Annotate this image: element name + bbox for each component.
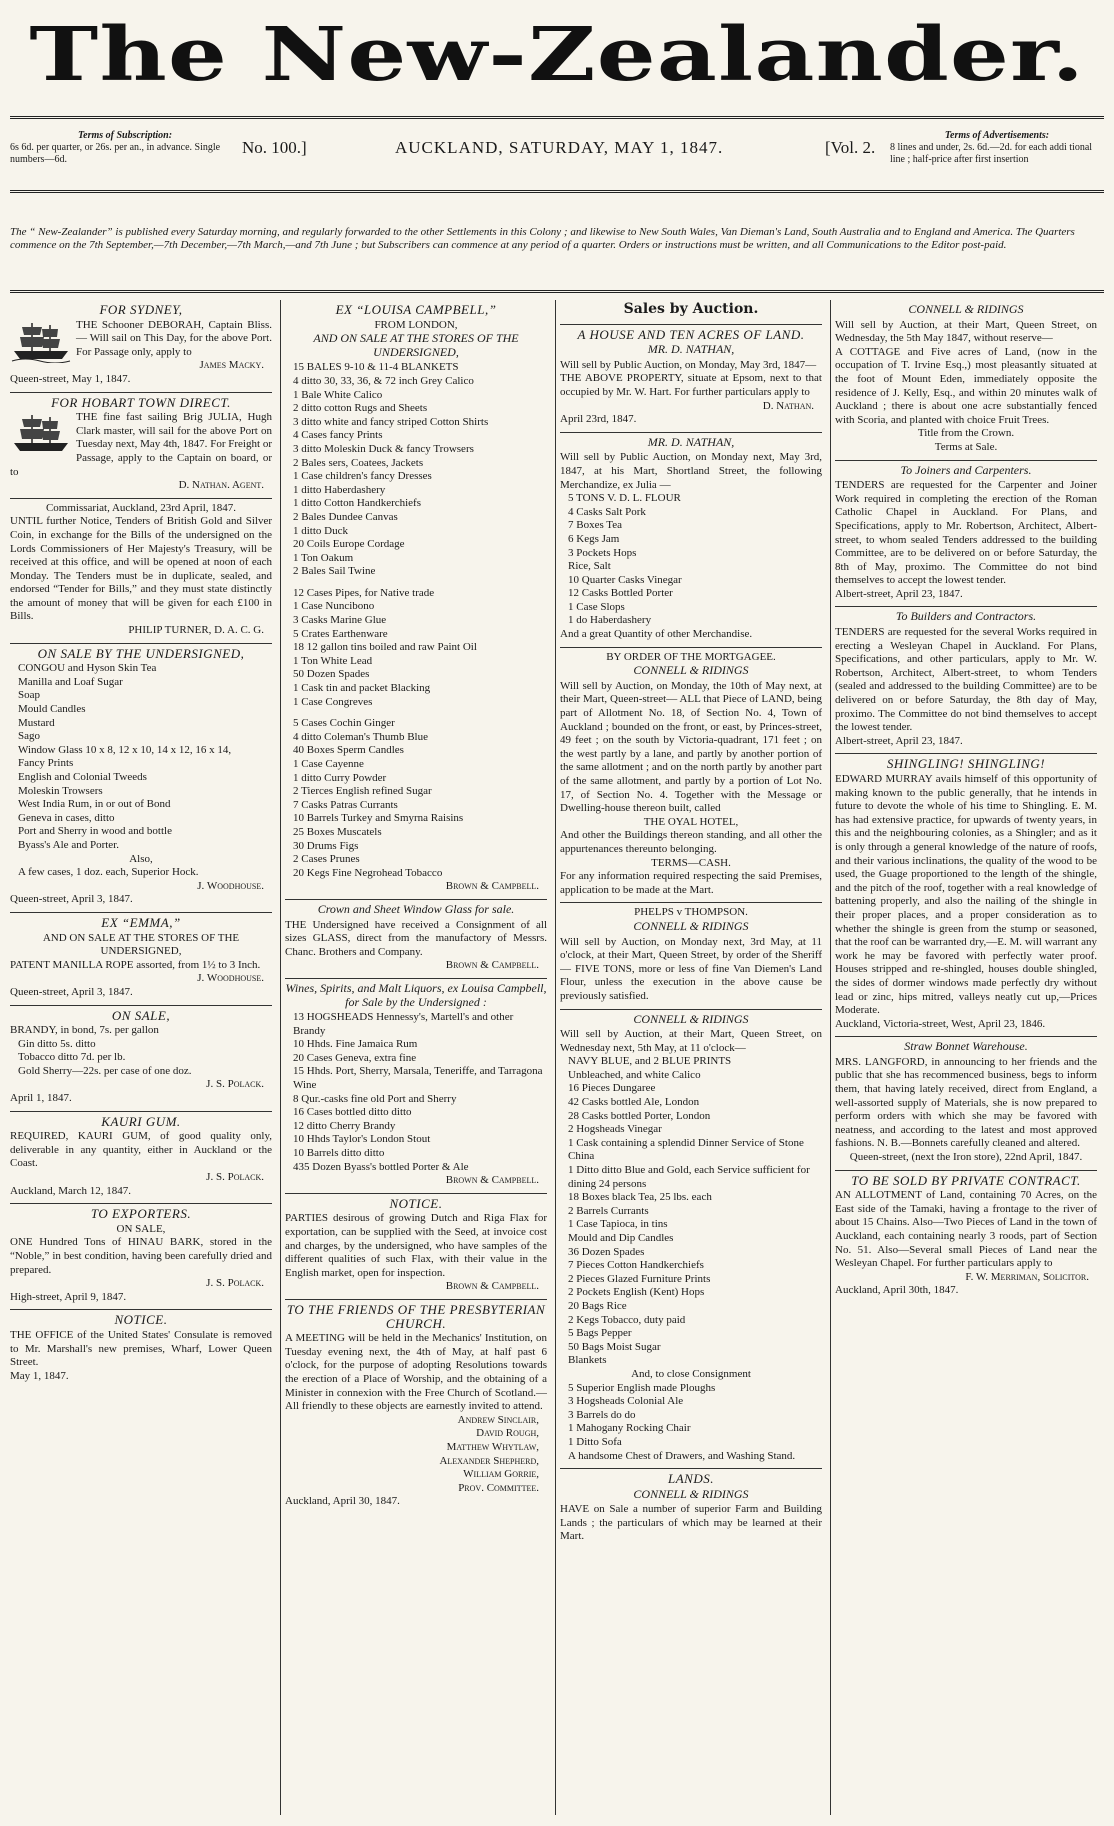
masthead-rule [10,116,1104,119]
dateline-rule [10,190,1104,193]
goods-list: 15 BALES 9-10 & 11-4 BLANKETS 4 ditto 30, 33, 36, & 72 inch Grey Calico 1 Bale White Calico 2 ditto cotton Rugs and Sheets 3 ditto white and fancy striped Cotton Shirts 4 Cases fancy Prints 3 ditto Moleskin Duck & fancy Trowsers 2 Bales sers, Coatees, Jackets 1 Case children's fancy Dresses 1 ditto Haberdashery 1 ditto Cotton Handkerchiefs 2 Bales Dundee Canvas 1 ditto Duck 20 Coils Europe Cordage 1 Ton Oakum 2 Bales Sail Twine 12 Cases Pipes, for Native trade 1 Case Nuncibono 3 Casks Marine Glue 5 Crates Earthenware 18 12 gallon tins boiled and raw Paint Oil 1 Ton White Lead 50 Dozen Spades 1 Cask tin and packet Blacking 1 Case Congreves 5 Cases Cochin Ginger 4 ditto Coleman's Thumb Blue 40 Boxes Sperm Candles 1 Case Cayenne 1 ditto Curry Powder 2 Tierces English refined Sugar 7 Casks Patras Currants 10 Barrels Turkey and Smyrna Raisins 25 Boxes Muscatels 30 Drums Figs 2 Cases Prunes 20 Kegs Fine Negrohead Tobacco [293,361,489,879]
ad-phelps-thompson: PHELPS v THOMPSON. CONNELL & RIDINGS Will sell by Auction, on Monday next, 3rd May, at 11 o'clock, at their Mart, Queen Street, by order of the Sheriff— FIVE TONS, more or less of fine Van Diemen's Land Flour, unless the execution in the above cause be previously satisfied. [560,903,822,1009]
ad-notice-consulate: NOTICE. THE OFFICE of the United States' Consulate is removed to Mr. Marshall's new premises, Wharf, Lower Queen Street. May 1, 1847. [10,1312,272,1382]
ship-icon [10,319,72,363]
ad-mortgagee: BY ORDER OF THE MORTGAGEE. CONNELL & RIDINGS Will sell by Auction, on Monday, the 10th of May next, at their Mart, Queen-street— ALL that Piece of LAND, being part of Allotment No. 18, of Section No. 4, Town of Auckland ; bounded on the front, or east, by Princes-street, 49 feet ; on the south by Victoria-quadrant, 171 feet ; on the west partly by a lane, and partly by another portion of the same allotment ; and on the north partly by another part of the same allotment, and partly by a portion of Lot No. 17, of Section No. 4. Together with the Message or Dwelling-house thereon built, called THE OYAL HOTEL, And other the Buildings thereon standing, and all other the appurtenances thereunto belonging. TERMS—CASH. For any information required respecting the said Premises, application to be made at the Mart. [560,648,822,904]
ad-flax-notice: NOTICE. PARTIES desirous of growing Dutch and Riga Flax for exportation, can be supplied with the Seed, at invoice cost and charges, by the undersigned, who have samples of the different qualities of such Flax, with their value in the English market, open for inspection. Brown & Campbell. [285,1194,547,1300]
ad-presbyterian-church: TO THE FRIENDS OF THE PRESBYTERIAN CHURCH. A MEETING will be held in the Mechanics' Institution, on Tuesday evening next, the 4th of May, at half past 6 o'clock, for the purpose of adopting Resolutions towards the erection of a Place of Worship, and the obtaining of a Minister in connexion with the Free Church of Scotland.—All friendly to these objects are earnestly invited to attend. Andrew Sinclair, David Rough, Matthew Whytlaw, Alexander Shepherd, William Gorrie, Prov. Committee. Auckland, April 30, 1847. [285,1301,547,1508]
masthead [0,0,1114,120]
ad-lands: LANDS. CONNELL & RIDINGS HAVE on Sale a number of superior Farm and Building Lands ; the particulars of which may be learned at their Mart. [560,1471,822,1543]
ad-flour-auction: MR. D. NATHAN, Will sell by Public Auction, on Monday next, May 3rd, 1847, at his Mart, Shortland Street, the following Merchandize, ex Julia — 5 TONS V. D. L. FLOUR 4 Casks Salt Pork 7 Boxes Tea 6 Kegs Jam 3 Pockets Hops Rice, Salt 10 Quarter Casks Vinegar 12 Casks Bottled Porter 1 Case Slops 1 do Haberdashery And a great Quantity of other Merchandise. [560,433,822,648]
subscription-terms: Terms of Subscription: 6s 6d. per quarter, or 26s. per an., in advance. Single numbers—6d. [10,130,221,165]
ad-on-sale-woodhouse: ON SALE BY THE UNDERSIGNED, CONGOU and Hyson Skin Tea Manilla and Loaf Sugar Soap Mould Candles Mustard Sago Window Glass 10 x 8, 12 x 10, 14 x 12, 16 x 14, Fancy Prints English and Colonial Tweeds Moleskin Trowsers West India Rum, in or out of Bond Geneva in cases, ditto Port and Sherry in wood and bottle Byass's Ale and Porter. Also, A few cases, 1 doz. each, Superior Hock. J. Woodhouse. Queen-street, April 3, 1847. [10,644,272,913]
ad-joiners-carpenters: To Joiners and Carpenters. TENDERS are requested for the Carpenter and Joiner Work required in completing the erection of the Roman Catholic Chapel in Auckland. For Plans, and Specifications, apply to Mr. Robertson, Architect, Albert-street, to whom sealed Tenders addressed to the building Committee, are to be delivered on or before Saturday, the 8th of May, proximo. The Committee do not bind themselves to accept the lowest tender. Albert-street, April 23, 1847. [835,461,1097,608]
ad-shingling: SHINGLING! SHINGLING! EDWARD MURRAY avails himself of this opportunity of making known to the public generally, that he intends in future to devote the whole of his time to Shingling. E. M. has had extensive practice, for upwards of twenty years, in this and the neighbouring colonies, as a Shingler; and as it is only through a general knowledge of the nature of roofs, and their various inclinations, the quality of the wood to be used, the Guage proportioned to the length of the shingle, and the pitch of the roof, together with a real knowledge of battening properly, and also the nailing of the shingle in their proper places, and a proper consideration as to whether the shingle is green from the stump or seasoned, that the roof can be warranted dry,—E. M. will warrant any work he may be favored with perfectly water proof. Houses stripped and re-shingled, houses double shingled, the sides of dormer windows made perfectly dry without lead or zinc, hips mitred, valleys neatly cut up,—Prices Moderate. Auckland, Victoria-street, West, April 23, 1846. [835,754,1097,1037]
issue-date: AUCKLAND, SATURDAY, MAY 1, 1847. [395,138,724,157]
column-1 [10,300,272,1815]
ad-commissariat: Commissariat, Auckland, 23rd April, 1847. UNTIL further Notice, Tenders of British Gold and Silver Coin, in exchange for the Bills of the undersigned on the Lords Commissioners of Her Majesty's Treasury, will be received at this office, and will be opened at noon of each Monday. The Tenders must be in duplicate, sealed, and endorsed “Tender for Bills,” and they must state distinctly the amount of money that will be given for each £100 in Bills. PHILIP TURNER, D. A. C. G. [10,499,272,644]
advertisement-terms: Terms of Advertisements: 8 lines and under, 2s. 6d.—2d. for each addi tional line ; half-price after first insertion [890,130,1093,165]
columns [10,300,1104,1820]
ad-hobart: FOR HOBART TOWN DIRECT. THE fine fast sailing Brig JULIA, Hugh Clark master, will sail for the above Port on Tuesday next, May 4th, 1847. For Freight or Passage, apply to the Captain on board, or to D. Nathan. Agent. [10,393,272,499]
column-4 [835,300,1097,1815]
ad-private-contract: TO BE SOLD BY PRIVATE CONTRACT. AN ALLOTMENT of Land, containing 70 Acres, on the East side of the Tamaki, having a frontage to the river of about 15 Chains. Also—Two Pieces of Land in the town of Auckland, each containing nearly 3 roods, part of Section No. 51. Also—Several small Pieces of Land near the Wesleyan Chapel. For further particulars apply to F. W. Merriman, Solicitor. Auckland, April 30th, 1847. [835,1172,1097,1297]
newspaper-title: The New-Zealander. [29,12,1085,98]
ad-house-ten-acres: A HOUSE AND TEN ACRES OF LAND. MR. D. NATHAN, Will sell by Public Auction, on Monday, May 3rd, 1847— THE ABOVE PROPERTY, situate at Epsom, next to that occupied by Mr. W. Hart. For further particulars apply to D. Nathan. April 23rd, 1847. [560,325,822,433]
ad-exporters: TO EXPORTERS. ON SALE, ONE Hundred Tons of HINAU BARK, stored in the “Noble,” in best condition, having been carefully dried and prepared. J. S. Polack. High-street, April 9, 1847. [10,1204,272,1310]
ad-louisa-campbell: EX “LOUISA CAMPBELL,” FROM LONDON, AND ON SALE AT THE STORES OF THE UNDERSIGNED, 15 BALES 9-10 & 11-4 BLANKETS 4 ditto 30, 33, 36, & 72 inch Grey Calico 1 Bale White Calico 2 ditto cotton Rugs and Sheets 3 ditto white and fancy striped Cotton Shirts 4 Cases fancy Prints 3 ditto Moleskin Duck & fancy Trowsers 2 Bales sers, Coatees, Jackets 1 Case children's fancy Dresses 1 ditto Haberdashery 1 ditto Cotton Handkerchiefs 2 Bales Dundee Canvas 1 ditto Duck 20 Coils Europe Cordage 1 Ton Oakum 2 Bales Sail Twine 12 Cases Pipes, for Native trade 1 Case Nuncibono 3 Casks Marine Glue 5 Crates Earthenware 18 12 gallon tins boiled and raw Paint Oil 1 Ton White Lead 50 Dozen Spades 1 Cask tin and packet Blacking 1 Case Congreves 5 Cases Cochin Ginger 4 ditto Coleman's Thumb Blue 40 Boxes Sperm Candles 1 Case Cayenne 1 ditto Curry Powder 2 Tierces English refined Sugar 7 Casks Patras Currants 10 Barrels Turkey and Smyrna Raisins 25 Boxes Muscatels 30 Drums Figs 2 Cases Prunes 20 Kegs Fine Negrohead Tobacco Brown & Campbell. [285,300,547,900]
ad-ex-emma: EX “EMMA,” AND ON SALE AT THE STORES OF THE UNDERSIGNED, PATENT MANILLA ROPE assorted, from 1½ to 3 Inch. J. Woodhouse. Queen-street, April 3, 1847. [10,913,272,1006]
ad-cottage: CONNELL & RIDINGS Will sell by Auction, at their Mart, Queen Street, on Wednesday, the 5th May 1847, without reserve— A COTTAGE and Five acres of Land, (now in the occupation of T. Irvine Esq.,) most pleasantly situated at the foot of Mount Eden, immediately opposite the residence of J. Kelly, Esq., and within 20 minutes walk of Auckland ; there is about one acre substantially fenced with Scoria, and planted with choice Fruit Trees. Title from the Crown. Terms at Sale. [835,300,1097,461]
column-2 [285,300,547,1815]
ad-wines-spirits: Wines, Spirits, and Malt Liquors, ex Louisa Campbell, for Sale by the Undersigned : 13 HOGSHEADS Hennessy's, Martell's and other Brandy 10 Hhds. Fine Jamaica Rum 20 Cases Geneva, extra fine 15 Hhds. Port, Sherry, Marsala, Teneriffe, and Tarragona Wine 8 Qur.-casks fine old Port and Sherry 16 Cases bottled ditto ditto 12 ditto Cherry Brandy 10 Hhds Taylor's London Stout 10 Barrels ditto ditto 435 Dozen Byass's bottled Porter & Ale Brown & Campbell. [285,979,547,1194]
publication-notice: The “ New-Zealander” is published every Saturday morning, and regularly forwarded to the other Settlements in this Colony ; and likewise to New South Wales, Van Dieman's Land, South Australia and to England and America. The Quarters commence on the 7th September,—7th December,—7th March,—and 7th June ; but Subscribers can commence at any period of a quarter. Orders or instructions must be written, and all Communications to the Editor post-paid. [10,226,1075,251]
ship-icon [10,411,72,455]
issue-number: No. 100.] [242,138,307,157]
sales-by-auction-heading: Sales by Auction. [560,300,822,325]
ad-sydney: FOR SYDNEY, THE Schooner DEBORAH, Captain Bliss. — Will sail on This Day, for the above Port. For Passage only, apply to James Macky. Queen-street, May 1, 1847. [10,300,272,393]
dateline [10,128,1104,186]
ad-brandy: ON SALE, BRANDY, in bond, 7s. per gallon Gin ditto 5s. ditto Tobacco ditto 7d. per lb. Gold Sherry—22s. per case of one doz. J. S. Polack. April 1, 1847. [10,1006,272,1112]
intro-rule [10,290,1104,293]
ad-builders-contractors: To Builders and Contractors. TENDERS are requested for the several Works required in erecting a Wesleyan Chapel in Auckland. For Plans, Specifications, and other particulars, apply to Mr. W. Robertson, Architect, Albert-street, to whom Tenders (sealed and addressed to the building Committee) are to be delivered on or before Saturday, the 8th day of May, proximo. The Committee do not bind themselves to accept the lowest tender. Albert-street, April 23, 1847. [835,607,1097,754]
ad-navy-blue: CONNELL & RIDINGS Will sell by Auction, at their Mart, Queen Street, on Wednesday next, 5th May, at 11 o'clock— NAVY BLUE, and 2 BLUE PRINTS Unbleached, and white Calico 16 Pieces Dungaree 42 Casks bottled Ale, London 28 Casks bottled Porter, London 2 Hogsheads Vinegar 1 Cask containing a splendid Dinner Service of Stone China 1 Ditto ditto Blue and Gold, each Service sufficient for dining 24 persons 18 Boxes black Tea, 25 lbs. each 2 Barrels Currants 1 Case Tapioca, in tins Mould and Dip Candles 36 Dozen Spades 7 Pieces Cotton Handkerchiefs 2 Pieces Glazed Furniture Prints 2 Pockets English (Kent) Hops 20 Bags Rice 2 Kegs Tobacco, duty paid 5 Bags Pepper 50 Bags Moist Sugar Blankets And, to close Consignment 5 Superior English made Ploughs 3 Hogsheads Colonial Ale 3 Barrels do do 1 Mahogany Rocking Chair 1 Ditto Sofa A handsome Chest of Drawers, and Washing Stand. [560,1010,822,1470]
ad-window-glass: Crown and Sheet Window Glass for sale. THE Undersigned have received a Consignment of all sizes GLASS, direct from the manufactory of Messrs. Chanc. Brothers and Company. Brown & Campbell. [285,900,547,979]
column-3 [560,300,822,1815]
ad-kauri-gum: KAURI GUM. REQUIRED, KAURI GUM, of good quality only, deliverable in any quantity, either in Auckland or the Coast. J. S. Polack. Auckland, March 12, 1847. [10,1112,272,1205]
volume-number: [Vol. 2. [825,138,876,157]
ad-straw-bonnet: Straw Bonnet Warehouse. MRS. LANGFORD, in announcing to her friends and the public that she has recommenced business, begs to inform them, that having lately received, direct from England, a well-assorted supply of Materials, she is now prepared to perform orders with which she may be favored with neatness, and according to the latest and most approved fashions. N. B.—Bonnets carefully cleaned and altered. Queen-street, (next the Iron store), 22nd April, 1847. [835,1037,1097,1170]
